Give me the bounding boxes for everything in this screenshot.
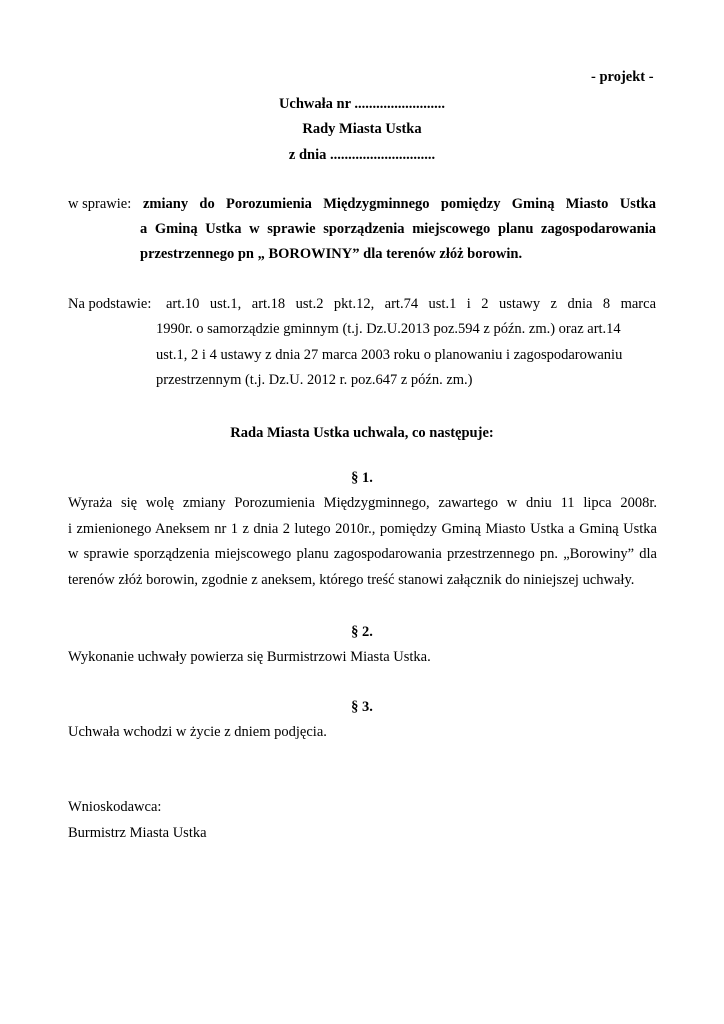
basis-line: przestrzennym (t.j. Dz.U. 2012 r. poz.647 z późn. zm.): [156, 372, 473, 388]
draft-label: - projekt -: [591, 69, 654, 85]
council-name: Rady Miasta Ustka: [302, 121, 422, 137]
paragraph-line: terenów złóż borowin, zgodnie z aneksem, którego treść stanowi załącznik do niniejszej uchwały.: [68, 572, 635, 588]
paragraph-3-heading: § 3.: [351, 699, 373, 715]
resolves-heading: Rada Miasta Ustka uchwala, co następuje:: [230, 425, 494, 441]
paragraph-line: i zmienionego Aneksem nr 1 z dnia 2 lutego 2010r., pomiędzy Gminą Miasto Ustka a Gminą Ustka: [68, 521, 657, 537]
paragraph-3-text: Uchwała wchodzi w życie z dniem podjęcia.: [68, 724, 327, 740]
basis-line: ust.1, 2 i 4 ustawy z dnia 27 marca 2003 roku o planowaniu i zagospodarowaniu: [156, 347, 623, 363]
resolution-date: z dnia .............................: [288, 147, 436, 163]
subject-line: a Gminą Ustka w sprawie sporządzenia miejscowego planu zagospodarowania: [140, 221, 656, 237]
basis-label: Na podstawie:: [68, 296, 152, 312]
basis-line: art.10 ust.1, art.18 ust.2 pkt.12, art.74 ust.1 i 2 ustawy z dnia 8 marca: [166, 296, 656, 312]
subject-line: przestrzennego pn „ BOROWINY” dla terenów złóż borowin.: [140, 246, 523, 262]
paragraph-2-text: Wykonanie uchwały powierza się Burmistrzowi Miasta Ustka.: [68, 649, 431, 665]
subject-line: zmiany do Porozumienia Międzygminnego pomiędzy Gminą Miasto Ustka: [143, 196, 656, 212]
basis-line: 1990r. o samorządzie gminnym (t.j. Dz.U.2013 poz.594 z późn. zm.) oraz art.14: [156, 321, 621, 337]
applicant-name: Burmistrz Miasta Ustka: [68, 825, 207, 841]
subject-label: w sprawie:: [68, 196, 132, 212]
applicant-label: Wnioskodawca:: [68, 799, 162, 815]
paragraph-line: w sprawie sporządzenia miejscowego planu zagospodarowania przestrzennego pn. „Borowiny” dla: [68, 546, 657, 562]
paragraph-line: Wyraża się wolę zmiany Porozumienia Międzygminnego, zawartego w dniu 11 lipca 2008r.: [68, 495, 657, 511]
paragraph-2-heading: § 2.: [351, 624, 373, 640]
resolution-number: Uchwała nr .........................: [278, 96, 446, 112]
paragraph-1-heading: § 1.: [351, 470, 373, 486]
